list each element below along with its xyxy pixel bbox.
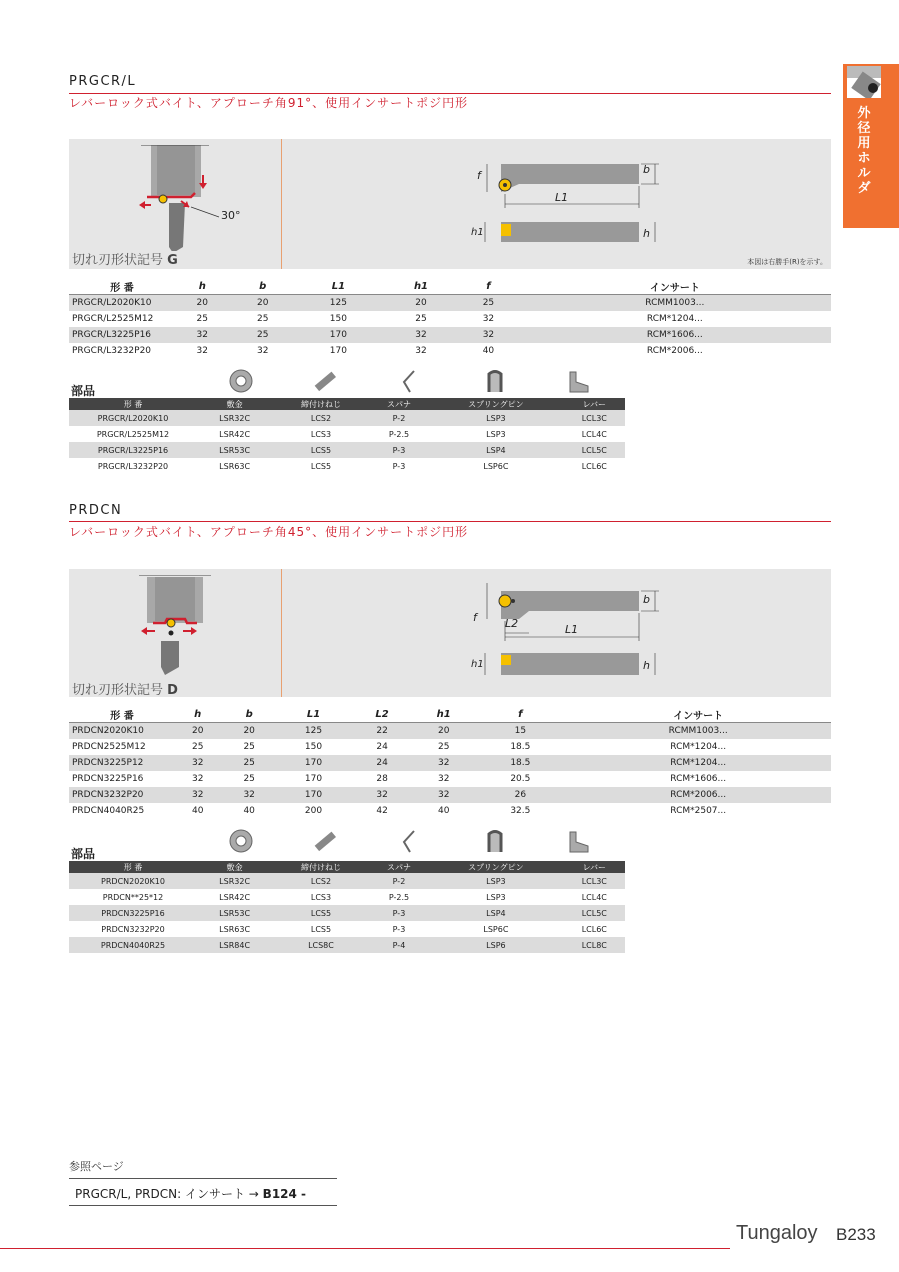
- dim-label-L1: L1: [565, 623, 579, 636]
- dim-label-h: h: [643, 227, 650, 240]
- wrench-icon: [396, 368, 422, 394]
- col-header: h: [172, 707, 223, 723]
- cell: PRDCN2525M12: [72, 742, 146, 752]
- table-row: [69, 343, 831, 359]
- cell: LCS5: [310, 461, 332, 471]
- cell: LCS3: [310, 429, 332, 439]
- cell: 32: [482, 314, 495, 324]
- col-header: 形 番: [69, 279, 172, 295]
- cell: 18.5: [475, 755, 565, 771]
- cell: 32: [352, 787, 412, 803]
- cell: PRDCN4040R25: [72, 806, 145, 816]
- figure-divider: [281, 569, 282, 697]
- section-title: PRDCN: [69, 503, 123, 518]
- cell: 40: [192, 806, 204, 816]
- cell: 40: [243, 806, 255, 816]
- cell: 20: [172, 723, 223, 740]
- cell: LSP6C: [483, 461, 509, 471]
- cell: P-2.5: [388, 429, 410, 439]
- parts-table: [69, 398, 625, 474]
- reference-page: B124 -: [262, 1187, 307, 1201]
- cell: LCL3C: [564, 873, 625, 889]
- cell: 25: [437, 742, 450, 752]
- cell: PRDCN**25*12: [102, 892, 164, 902]
- col-header: レバー: [564, 861, 625, 873]
- cell: 200: [304, 806, 323, 816]
- col-header: インサート: [565, 707, 831, 723]
- spec-table: [69, 707, 831, 819]
- cell: 32: [384, 327, 458, 343]
- lever-icon: [566, 828, 592, 854]
- dim-label-f: f: [477, 169, 481, 182]
- approach-angle-label: 30°: [221, 209, 241, 222]
- cell: RCMM1003...: [565, 723, 831, 740]
- cell: P-3: [392, 924, 406, 934]
- cell: 20.5: [510, 774, 531, 784]
- cell: 170: [293, 327, 384, 343]
- col-header: b: [233, 279, 294, 295]
- cell: 150: [329, 314, 347, 324]
- col-header: h: [172, 279, 233, 295]
- table-row: [69, 905, 625, 921]
- cell: PRDCN3225P16: [69, 905, 197, 921]
- cell: PRDCN3225P16: [72, 774, 144, 784]
- cell: LSP4: [428, 442, 563, 458]
- cell: 125: [293, 295, 384, 312]
- cell: 32: [172, 755, 223, 771]
- col-header: 形 番: [69, 398, 197, 410]
- dim-label-h1: h1: [471, 659, 484, 670]
- cell: 40: [482, 346, 495, 356]
- cell: LSR53C: [197, 442, 272, 458]
- cell: LCS5: [272, 905, 370, 921]
- holder-thumbnail-icon: [847, 66, 881, 98]
- shape-code: G: [167, 253, 178, 268]
- spec-table: [69, 279, 831, 359]
- cutting-edge-shape-diagram: [139, 575, 249, 681]
- parts-header-row: [69, 398, 625, 410]
- cutting-edge-shape-label: [72, 249, 178, 268]
- cell: 28: [376, 774, 388, 784]
- cell: LCL5C: [564, 905, 625, 921]
- col-header: L1: [275, 707, 352, 723]
- cell: LCL8C: [564, 937, 625, 953]
- col-header: h1: [384, 279, 458, 295]
- table-row: [69, 410, 625, 426]
- cell: 32: [196, 346, 208, 356]
- cell: LSP4: [428, 905, 563, 921]
- figure-divider: [281, 139, 282, 269]
- cell: PRDCN3232P20: [69, 787, 172, 803]
- cell: PRDCN2020K10: [69, 873, 197, 889]
- dimension-diagram: [469, 154, 669, 254]
- cell: LCL6C: [581, 461, 607, 471]
- cell: 25: [192, 742, 204, 752]
- col-header: L2: [352, 707, 412, 723]
- cell: P-2.5: [388, 892, 410, 902]
- cell: RCM*2006...: [646, 346, 703, 356]
- cell: LSR63C: [219, 924, 251, 934]
- cell: PRDCN3225P12: [69, 755, 172, 771]
- cell: P-2: [370, 873, 429, 889]
- cell: P-4: [370, 937, 429, 953]
- cell: 32: [257, 346, 269, 356]
- cell: LSP3: [486, 429, 506, 439]
- figure-note: 本図は右勝手(R)を示す。: [747, 258, 827, 266]
- cell: RCM*1204...: [646, 314, 703, 324]
- cell: 40: [437, 806, 450, 816]
- cell: PRDCN4040R25: [69, 937, 197, 953]
- dim-label-h: h: [643, 659, 650, 672]
- cell: LCS5: [272, 442, 370, 458]
- section-divider: [69, 521, 831, 522]
- cell: LSR32C: [197, 410, 272, 426]
- col-header: L1: [293, 279, 384, 295]
- cell: 32: [412, 755, 475, 771]
- wrench-icon: [396, 828, 422, 854]
- cell: PRGCR/L2020K10: [69, 295, 172, 312]
- tool-figure: [69, 569, 831, 697]
- cell: 32: [415, 346, 427, 356]
- cell: LSP6C: [483, 924, 509, 934]
- col-header: スパナ: [370, 398, 429, 410]
- parts-table: [69, 861, 625, 953]
- cell: LCS5: [310, 924, 332, 934]
- cell: 32.5: [510, 806, 531, 816]
- col-header: h1: [412, 707, 475, 723]
- table-row: [69, 426, 625, 442]
- cell: LCL6C: [581, 924, 607, 934]
- section-title: PRGCR/L: [69, 74, 137, 89]
- tool-figure: [69, 139, 831, 269]
- cell: LCL4C: [581, 892, 607, 902]
- cell: 170: [329, 346, 347, 356]
- page-number: B233: [836, 1225, 876, 1244]
- cell: PRDCN3232P20: [101, 924, 165, 934]
- cell: 170: [275, 755, 352, 771]
- cell: 22: [352, 723, 412, 740]
- shape-label-prefix: 切れ刃形状記号: [72, 253, 164, 268]
- table-row: [69, 787, 831, 803]
- reference-text: PRGCR/L, PRDCN: インサート →: [75, 1187, 263, 1201]
- table-header-row: [69, 279, 831, 295]
- cell: 20: [384, 295, 458, 312]
- clamp-screw-icon: [312, 368, 338, 394]
- cell: 15: [475, 723, 565, 740]
- cell: 32: [437, 774, 450, 784]
- cell: LCL5C: [564, 442, 625, 458]
- cell: PRGCR/L3232P20: [97, 461, 169, 471]
- clamp-screw-icon: [312, 828, 338, 854]
- dim-label-f: f: [473, 611, 477, 624]
- parts-label: 部品: [71, 847, 96, 861]
- cell: PRDCN2020K10: [69, 723, 172, 740]
- cell: 25: [223, 755, 274, 771]
- cell: LCS2: [272, 410, 370, 426]
- section-subtitle: レバーロック式バイト、アプローチ角91°、使用インサートポジ円形: [69, 96, 469, 110]
- cell: 32: [172, 327, 233, 343]
- cell: 24: [352, 755, 412, 771]
- table-row: [69, 889, 625, 905]
- table-row: [69, 327, 831, 343]
- cell: PRGCR/L3225P16: [69, 442, 197, 458]
- shim-icon: [228, 828, 254, 854]
- spring-pin-icon: [482, 368, 508, 394]
- cell: 25: [243, 774, 255, 784]
- cell: LSR84C: [197, 937, 272, 953]
- cell: LSR42C: [219, 892, 251, 902]
- cell: 25: [196, 314, 208, 324]
- cell: 150: [304, 742, 323, 752]
- spring-pin-icon: [482, 828, 508, 854]
- cell: 32: [172, 787, 223, 803]
- dim-label-b: b: [643, 163, 650, 176]
- col-header: 締付けねじ: [272, 398, 370, 410]
- dim-label-h1: h1: [471, 227, 484, 238]
- cell: RCM*1606...: [519, 327, 831, 343]
- cell: LSP6: [428, 937, 563, 953]
- col-header: インサート: [519, 279, 831, 295]
- table-row: [69, 755, 831, 771]
- col-header: 形 番: [69, 707, 172, 723]
- cell: 32: [223, 787, 274, 803]
- side-tab-label: 外径用ホルダ: [857, 106, 871, 196]
- cell: LCS2: [272, 873, 370, 889]
- cell: PRGCR/L2525M12: [72, 314, 154, 324]
- col-header: レバー: [564, 398, 625, 410]
- shape-label-prefix: 切れ刃形状記号: [72, 683, 164, 698]
- table-row: [69, 458, 625, 474]
- cell: 32: [412, 787, 475, 803]
- table-row: [69, 311, 831, 327]
- col-header: f: [458, 279, 519, 295]
- table-row: [69, 921, 625, 937]
- table-header-row: [69, 707, 831, 723]
- table-row: [69, 739, 831, 755]
- category-side-tab[interactable]: [843, 64, 899, 228]
- table-row: [69, 442, 625, 458]
- dim-label-L1: L1: [555, 191, 569, 204]
- cell: RCMM1003...: [519, 295, 831, 312]
- cell: LCL4C: [581, 429, 607, 439]
- cell: PRGCR/L2525M12: [96, 429, 170, 439]
- cell: 25: [243, 742, 255, 752]
- reference-box: [69, 1178, 337, 1206]
- cell: RCM*1204...: [565, 755, 831, 771]
- table-row: [69, 937, 625, 953]
- cell: 170: [304, 774, 323, 784]
- cutting-edge-shape-diagram: [131, 145, 261, 251]
- cell: 170: [275, 787, 352, 803]
- cell: LCL3C: [564, 410, 625, 426]
- cell: 20: [412, 723, 475, 740]
- cell: LSR32C: [197, 873, 272, 889]
- reference-link[interactable]: [75, 1185, 306, 1202]
- cell: 32: [458, 327, 519, 343]
- section-subtitle: レバーロック式バイト、アプローチ角45°、使用インサートポジ円形: [69, 525, 469, 539]
- brand-name: Tungaloy: [736, 1222, 818, 1244]
- cell: LSR42C: [219, 429, 251, 439]
- parts-label: 部品: [71, 384, 96, 398]
- lever-icon: [566, 368, 592, 394]
- cell: 18.5: [510, 742, 531, 752]
- cell: PRGCR/L3225P16: [69, 327, 172, 343]
- dim-label-L2: L2: [505, 617, 519, 630]
- cell: P-3: [392, 461, 406, 471]
- table-row: [69, 803, 831, 819]
- col-header: スプリングピン: [428, 861, 563, 873]
- cell: P-2: [370, 410, 429, 426]
- cell: 24: [376, 742, 388, 752]
- cell: 25: [415, 314, 427, 324]
- table-row: [69, 295, 831, 312]
- cell: RCM*1204...: [670, 742, 727, 752]
- cell: 42: [376, 806, 388, 816]
- cell: LSP3: [428, 873, 563, 889]
- col-header: f: [475, 707, 565, 723]
- cell: 32: [192, 774, 204, 784]
- col-header: スパナ: [370, 861, 429, 873]
- col-header: スプリングピン: [428, 398, 563, 410]
- cell: 125: [275, 723, 352, 740]
- cutting-edge-shape-label: [72, 679, 178, 698]
- cell: LCS3: [310, 892, 332, 902]
- cell: 20: [223, 723, 274, 740]
- cell: 25: [233, 327, 294, 343]
- cell: LSR63C: [219, 461, 251, 471]
- table-row: [69, 873, 625, 889]
- cell: LCS8C: [272, 937, 370, 953]
- cell: RCM*2006...: [565, 787, 831, 803]
- parts-header-row: [69, 861, 625, 873]
- cell: 25: [458, 295, 519, 312]
- table-row: [69, 723, 831, 740]
- table-row: [69, 771, 831, 787]
- dim-label-b: b: [643, 593, 650, 606]
- col-header: b: [223, 707, 274, 723]
- col-header: 形 番: [69, 861, 197, 873]
- cell: PRGCR/L3232P20: [72, 346, 152, 356]
- cell: LSR53C: [197, 905, 272, 921]
- col-header: 敷金: [197, 398, 272, 410]
- cell: 26: [475, 787, 565, 803]
- shape-code: D: [167, 683, 178, 698]
- reference-label: 参照ページ: [69, 1160, 124, 1173]
- footer-rule: [0, 1248, 730, 1249]
- cell: P-3: [370, 442, 429, 458]
- cell: RCM*1606...: [670, 774, 727, 784]
- shim-icon: [228, 368, 254, 394]
- cell: 20: [172, 295, 233, 312]
- col-header: 締付けねじ: [272, 861, 370, 873]
- cell: 25: [257, 314, 269, 324]
- cell: LSP3: [486, 892, 506, 902]
- cell: RCM*2507...: [670, 806, 727, 816]
- cell: 20: [233, 295, 294, 312]
- cell: LSP3: [428, 410, 563, 426]
- cell: P-3: [370, 905, 429, 921]
- col-header: 敷金: [197, 861, 272, 873]
- cell: PRGCR/L2020K10: [69, 410, 197, 426]
